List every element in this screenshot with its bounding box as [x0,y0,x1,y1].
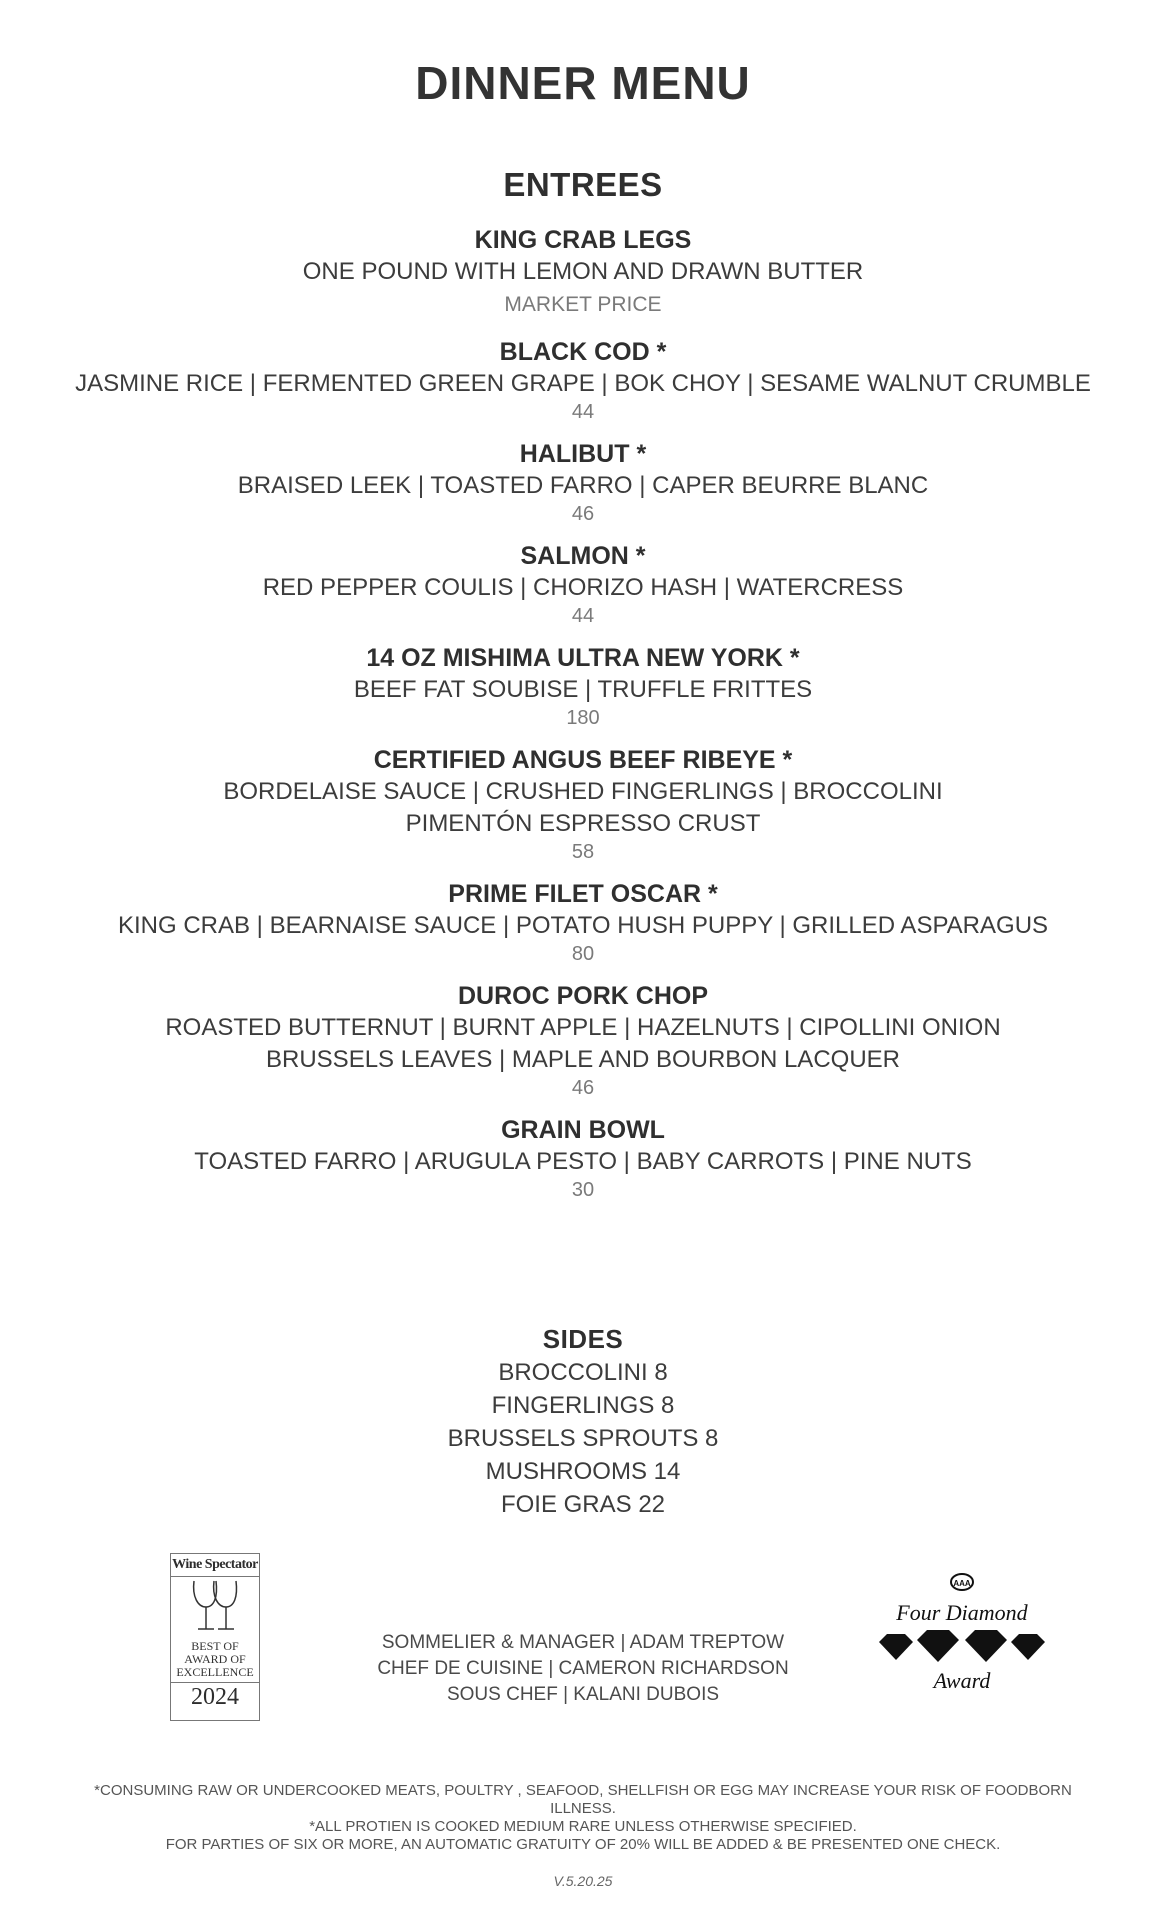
entree-description: KING CRAB | BEARNAISE SAUCE | POTATO HUSH PUPPY | GRILLED ASPARAGUS [117,912,1049,939]
side-list [0,1356,1166,1521]
entree-item [0,1114,1166,1202]
side-item: FINGERLINGS 8 [491,1392,675,1419]
entree-price: 80 [571,943,595,965]
entree-item [0,224,1166,322]
entree-item [0,642,1166,730]
entrees-section [0,166,1166,1216]
entree-name: 14 OZ MISHIMA ULTRA NEW YORK * [366,644,800,672]
entree-item [0,878,1166,966]
side-item: FOIE GRAS 22 [500,1491,666,1518]
staff-credit-line: SOMMELIER & MANAGER | ADAM TREPTOW [381,1632,785,1653]
wine-spectator-award-line: BEST OF [191,1639,239,1653]
entree-price: 44 [571,401,595,423]
version-label: V.5.20.25 [553,1873,613,1889]
entree-name: CERTIFIED ANGUS BEEF RIBEYE * [373,746,793,774]
wine-spectator-award-line: EXCELLENCE [176,1665,254,1679]
entree-description: TOASTED FARRO | ARUGULA PESTO | BABY CARROTS | PINE NUTS [194,1148,972,1175]
entree-name: SALMON * [520,542,646,570]
entree-price: 44 [571,605,595,627]
aaa-four-diamond-award-logo [875,1570,1050,1705]
aaa-badge-icon [875,1570,1050,1705]
sides-section [0,1322,1166,1521]
entree-price: 30 [571,1179,595,1201]
entree-item [0,336,1166,424]
entree-description: RED PEPPER COULIS | CHORIZO HASH | WATERCRESS [262,574,904,601]
disclaimer-line: FOR PARTIES OF SIX OR MORE, AN AUTOMATIC GRATUITY OF 20% WILL BE ADDED & BE PRESENTED ONE CHECK. [165,1836,1001,1853]
entree-name: HALIBUT * [519,440,647,468]
entree-name: KING CRAB LEGS [474,226,692,254]
staff-credit-line: CHEF DE CUISINE | CAMERON RICHARDSON [377,1658,789,1679]
wine-spectator-award-line: AWARD OF [184,1652,246,1666]
entree-description: BRAISED LEEK | TOASTED FARRO | CAPER BEURRE BLANC [237,472,929,499]
entree-item [0,744,1166,864]
entree-description: BORDELAISE SAUCE | CRUSHED FINGERLINGS | BROCCOLINI [223,778,943,805]
entree-description: ROASTED BUTTERNUT | BURNT APPLE | HAZELNUTS | CIPOLLINI ONION [165,1014,1001,1041]
disclaimer-line: *ALL PROTIEN IS COOKED MEDIUM RARE UNLESS OTHERWISE SPECIFIED. [309,1818,857,1835]
wine-glasses-icon [180,1577,250,1635]
aaa-line1: Four Diamond [896,1600,1028,1625]
entree-name: BLACK COD * [499,338,667,366]
side-item: BROCCOLINI 8 [498,1359,668,1386]
entree-item [0,540,1166,628]
entree-description: BRUSSELS LEAVES | MAPLE AND BOURBON LACQUER [266,1046,900,1073]
disclaimer [60,1782,1106,1854]
disclaimer-line: *CONSUMING RAW OR UNDERCOOKED MEATS, POULTRY , SEAFOOD, SHELLFISH OR EGG MAY INCREASE YOUR RISK OF FOODBORN ILLNESS. [94,1782,1072,1817]
entree-list [0,224,1166,1202]
entree-price: 46 [571,503,595,525]
entree-name: DUROC PORK CHOP [457,982,708,1010]
entree-price: 46 [571,1077,595,1099]
entree-description: BEEF FAT SOUBISE | TRUFFLE FRITTES [353,676,813,703]
entree-name: GRAIN BOWL [501,1116,665,1144]
entree-price: 58 [571,841,595,863]
staff-credit-line: SOUS CHEF | KALANI DUBOIS [446,1684,720,1705]
side-item: MUSHROOMS 14 [485,1458,681,1485]
aaa-badge-text: AAA [953,1579,971,1588]
sides-heading: SIDES [542,1324,624,1354]
diamond-icons [879,1630,1045,1662]
entree-item [0,438,1166,526]
wine-spectator-year: 2024 [171,1682,259,1711]
entrees-heading: ENTREES [503,166,663,203]
entree-name: PRIME FILET OSCAR * [448,880,718,908]
entree-description: JASMINE RICE | FERMENTED GREEN GRAPE | BOK CHOY | SESAME WALNUT CRUMBLE [75,370,1091,397]
aaa-line2: Award [933,1668,991,1693]
entree-description: ONE POUND WITH LEMON AND DRAWN BUTTER [302,258,864,285]
entree-price: 180 [566,707,600,729]
side-item: BRUSSELS SPROUTS 8 [447,1425,719,1452]
menu-title: DINNER MENU [415,57,751,109]
entree-description: PIMENTÓN ESPRESSO CRUST [405,810,761,837]
wine-spectator-name: Wine Spectator [171,1554,259,1577]
entree-price: MARKET PRICE [504,293,662,316]
entree-item [0,980,1166,1100]
